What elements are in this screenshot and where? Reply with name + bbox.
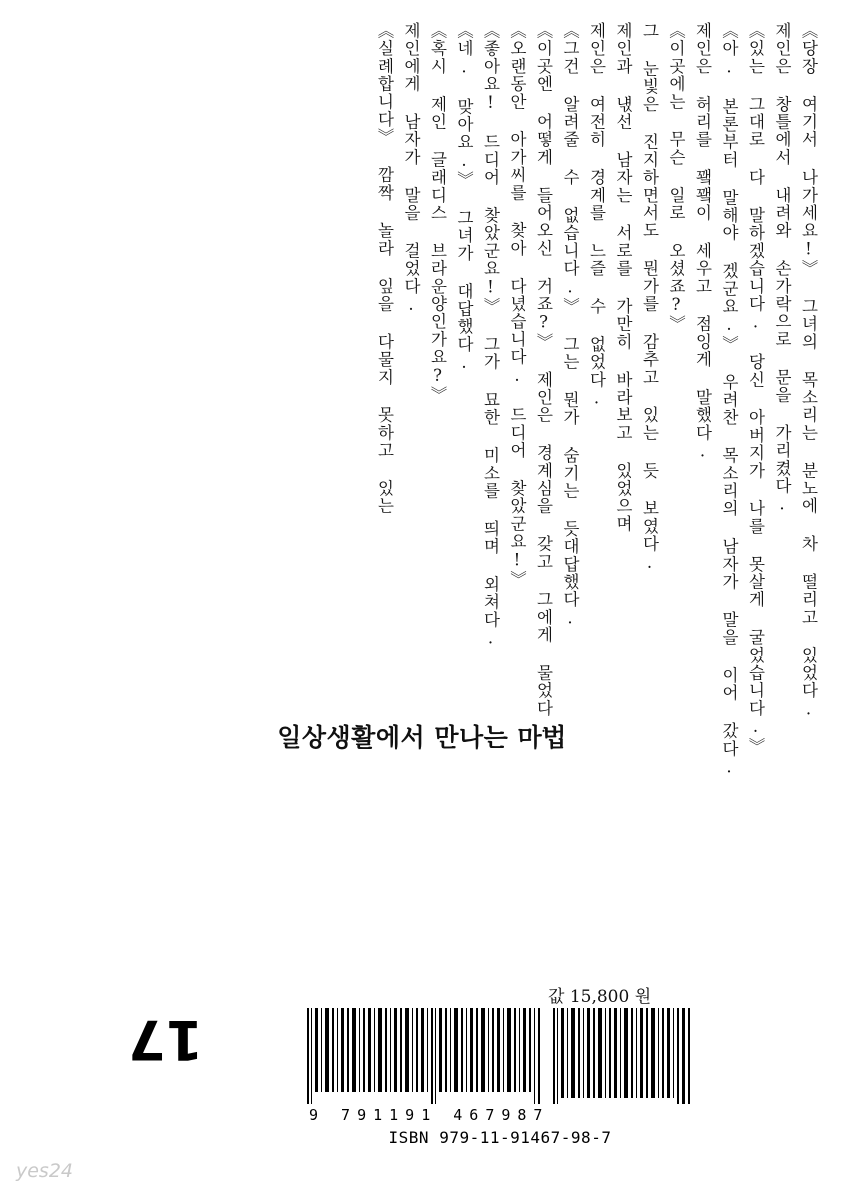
excerpt-line: 《이곳에는 무슨 일로 오셨죠?》 <box>666 22 686 333</box>
isbn-text: ISBN 979-11-91467-98-7 <box>388 1128 612 1147</box>
excerpt-line: 제인과 냯선 남자는 서로를 가만히 바라보고 있었으며 <box>613 22 633 533</box>
price-label: 값 15,800 원 <box>548 987 652 1007</box>
excerpt-line: 《혹시 제인 글래디스 브라운양인가요?》 <box>428 22 447 404</box>
barcode-digits: 9 791191 467987 <box>309 1106 550 1124</box>
excerpt-line: 《당장 여기서 나가세요!》 그녀의 목소리는 분노에 차 떨리고 있었다. <box>799 22 818 720</box>
excerpt-line: 《그건 알려줄 수 없습니다.》 그는 뭔가 숨기는 듯대답했다. <box>560 22 580 629</box>
excerpt-line: 《실례합니다》 깜짝 놀라 잎을 다물지 못하고 있는 <box>375 22 394 515</box>
excerpt-line: 《아. 본론부터 말해야 겠군요.》 우려찬 목소리의 남자가 말을 이어 갔다. <box>719 22 739 778</box>
excerpt-line: 《네. 맞아요.》 그녀가 대답했다. <box>454 22 474 374</box>
excerpt-line: 《이곳엔 어떻게 들어오신 거죠?》 제인은 경계심을 갖고 그에게 물었다. <box>534 22 553 738</box>
excerpt-line: 제인은 허리를 꽼꽼이 세우고 점잉게 말했다. <box>693 22 712 462</box>
barcode-bars <box>305 1008 695 1104</box>
excerpt-line: 제인은 여전히 경계를 느즐 수 없었다. <box>587 22 606 409</box>
excerpt-line: 그 눈빛은 진지하면서도 뭔가를 감추고 있는 듯 보였다. <box>640 22 659 573</box>
series-title: 일상생활에서 만나는 마법 <box>277 723 567 752</box>
excerpt-line: 《좋아요! 드디어 찾았군요!》 그가 묘한 미소를 띄며 외쳐다. <box>481 22 500 649</box>
watermark-logo: yes24 <box>16 1160 74 1182</box>
excerpt-line: 제인은 창틀에서 내려와 손가락으로 문을 가리켰다. <box>772 22 792 515</box>
excerpt-line: 제인에게 남자가 말을 걸었다. <box>401 22 421 316</box>
volume-number: 17 <box>128 1008 204 1071</box>
excerpt-line: 《오랜동안 아가씨를 찾아 다녔습니다. 드디어 찾았군요!》 <box>507 22 527 589</box>
barcode <box>305 1008 695 1147</box>
excerpt-line: 《있는 그대로 다 말하겠습니다. 당신 아버지가 나를 못살게 굴었습니다.》 <box>746 22 765 755</box>
